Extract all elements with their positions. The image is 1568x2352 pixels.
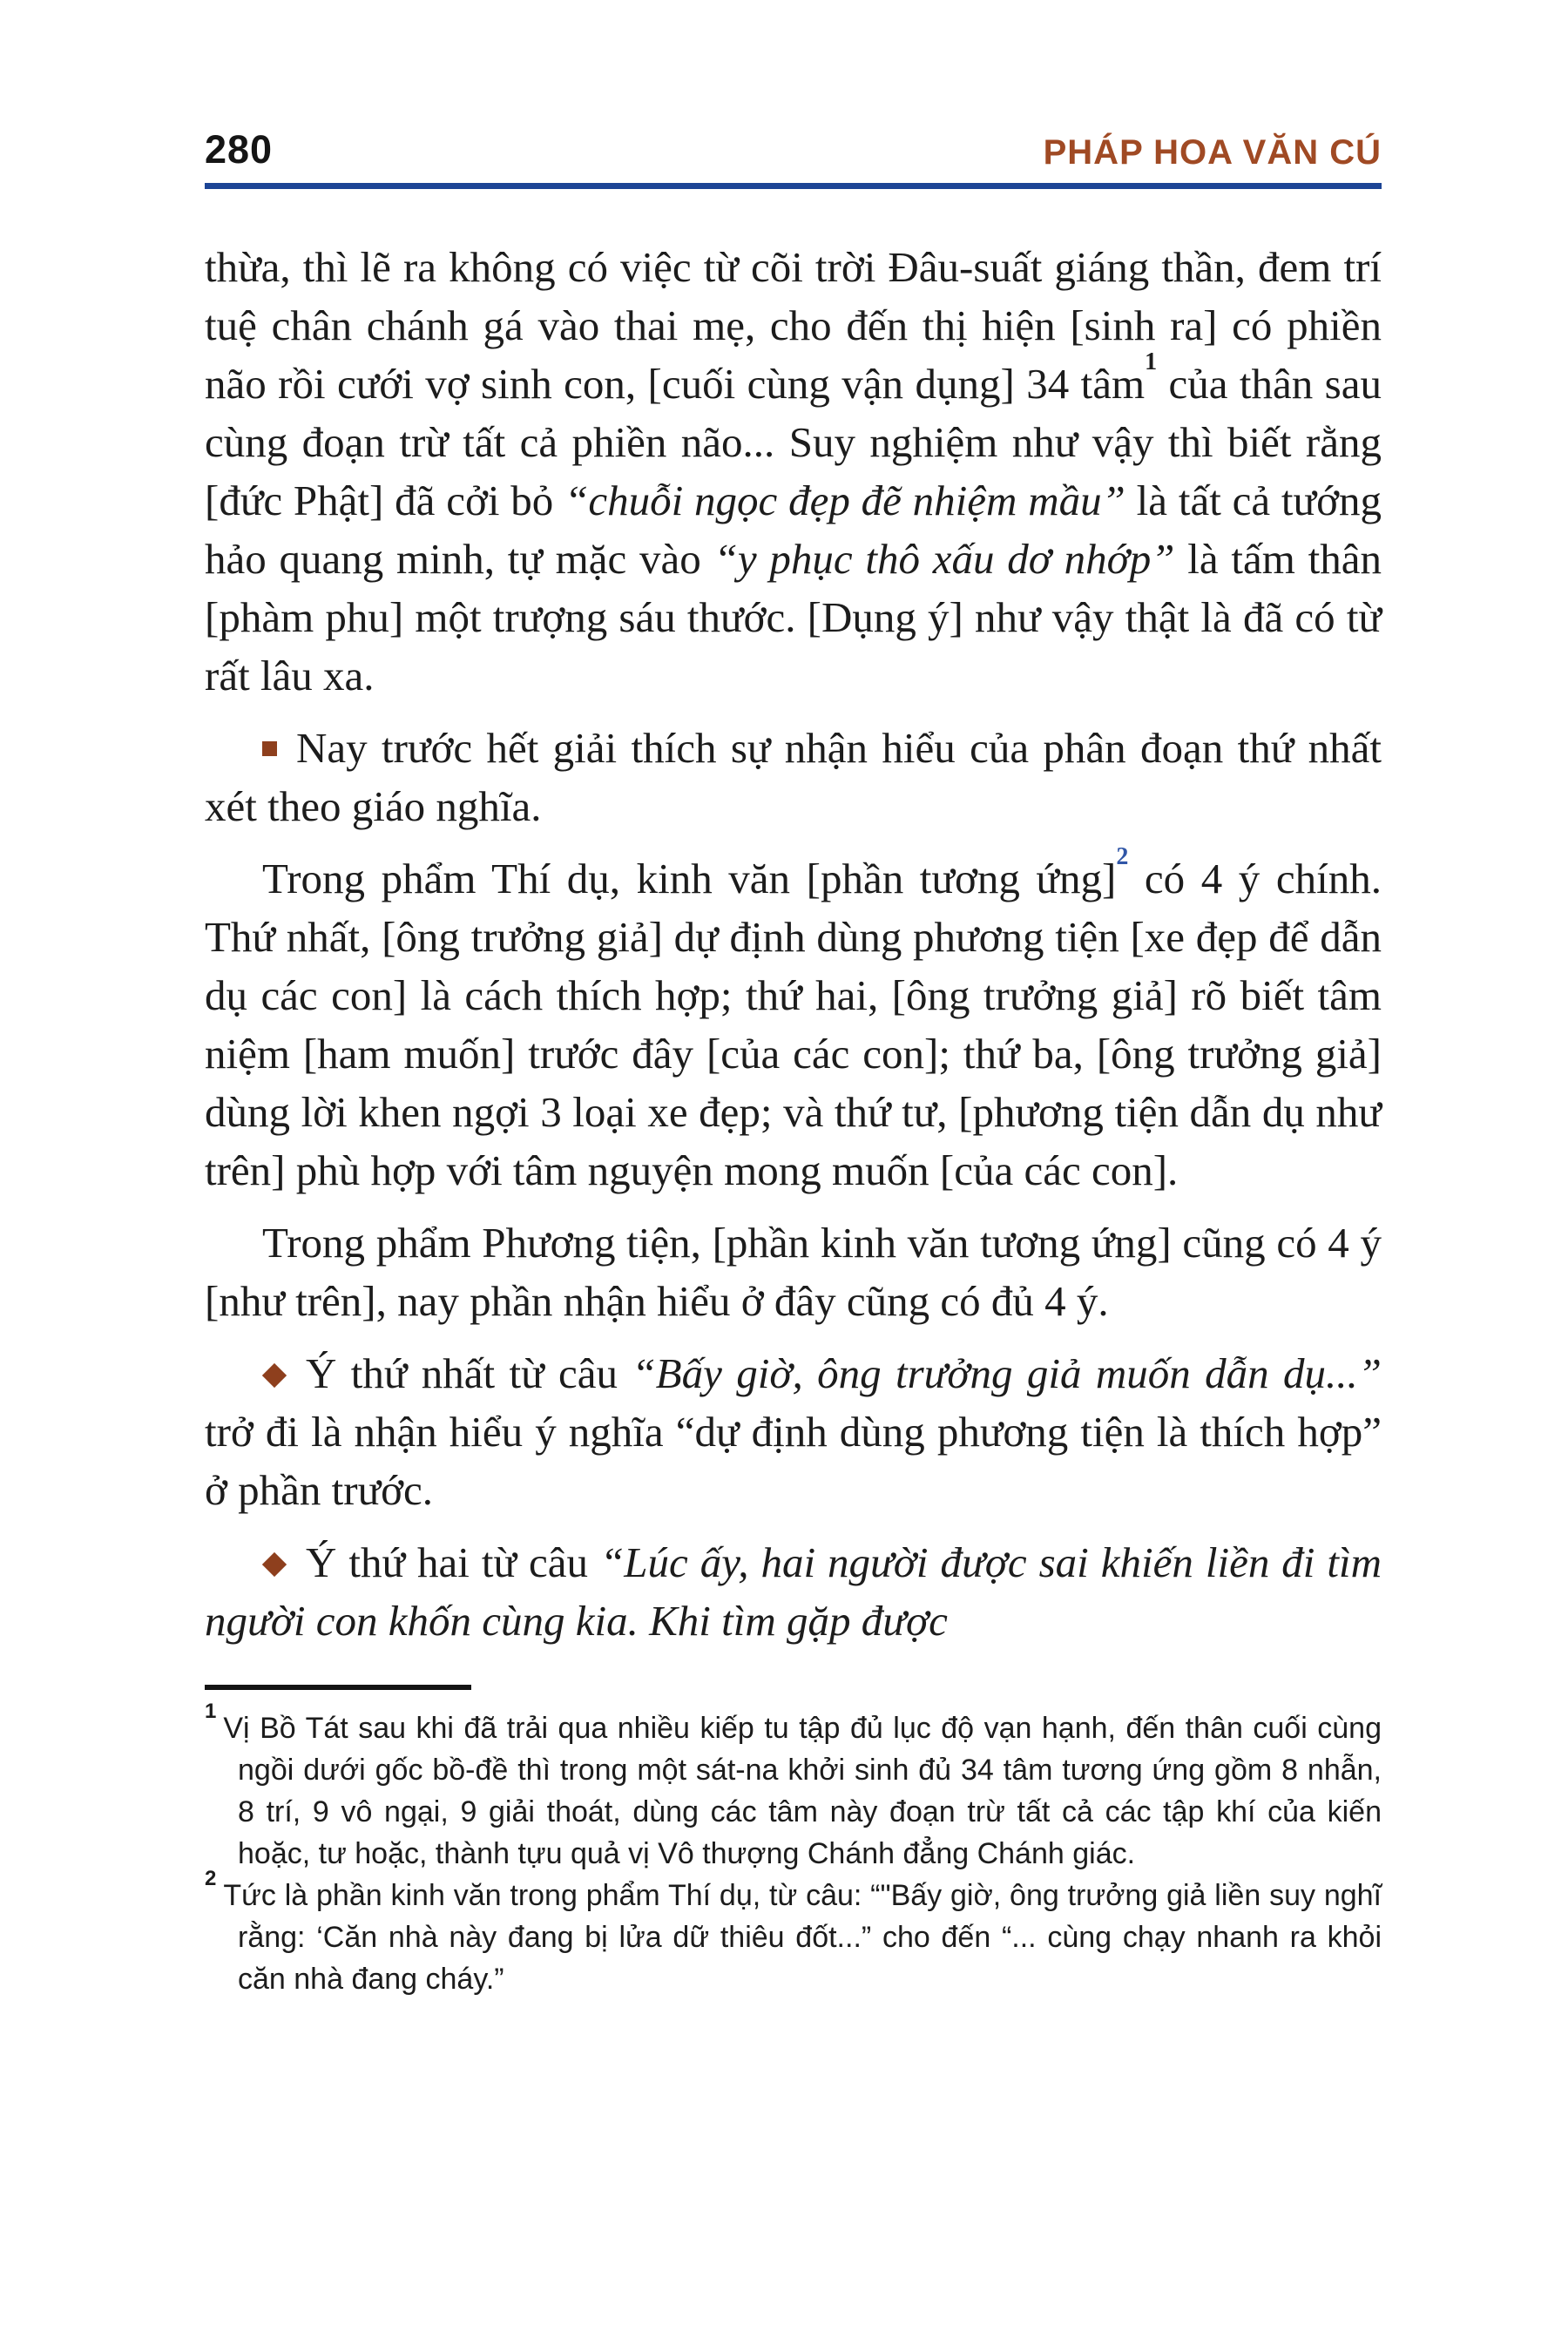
page-number: 280: [205, 127, 274, 172]
footnote-2: [205, 1866, 1382, 2000]
text-run: Ý thứ nhất từ câu: [306, 1349, 632, 1397]
page-content: [205, 0, 1382, 2000]
footnote-1: [205, 1699, 1382, 1875]
paragraph-3: [205, 843, 1382, 1200]
diamond-bullet-icon: [262, 1363, 287, 1388]
diamond-bullet-icon: [262, 1552, 287, 1577]
footnotes-section: [205, 1699, 1382, 2000]
book-title: PHÁP HOA VĂN CÚ: [1043, 133, 1382, 172]
footnote-1-marker: 1: [205, 1699, 217, 1723]
text-run: của thân sau cùng đoạn trừ tất cả phiền não... Suy nghiệm như vậy thì biết rằng [đức Phật] đã cởi bỏ: [205, 360, 1382, 524]
paragraph-4: [205, 1213, 1382, 1330]
footnote-separator: [205, 1685, 471, 1690]
text-run: có 4 ý chính. Thứ nhất, [ông trưởng giả] dự định dùng phương tiện [xe đẹp để dẫn dụ các con] là cách thích hợp; thứ hai, [ông trưởng giả] rõ biết tâm niệm [ham muốn] trước đây [của các con]; thứ ba, [ông trưởng giả] dùng lời khen ngợi 3 loại xe đẹp; và thứ tư, [phương tiện dẫn dụ như trên] phù hợp với tâm nguyện mong muốn [của các con].: [205, 855, 1382, 1194]
paragraph-2: [205, 719, 1382, 835]
footnote-ref-2: 2: [1116, 843, 1129, 871]
paragraph-6: [205, 1533, 1382, 1650]
quoted-phrase: “Bấy giờ, ông trưởng giả muốn dẫn dụ...”: [632, 1349, 1382, 1397]
body-text: [205, 238, 1382, 1650]
footnote-2-text: Tức là phần kinh văn trong phẩm Thí dụ, từ câu: “"Bấy giờ, ông trưởng giả liền suy nghĩ rằng: ‘Căn nhà này đang bị lửa dữ thiêu đốt...” cho đến “... cùng chạy nhanh ra khỏi căn nhà đang cháy.”: [223, 1879, 1382, 1996]
text-run: Nay trước hết giải thích sự nhận hiểu của phân đoạn thứ nhất xét theo giáo nghĩa.: [205, 724, 1382, 830]
quoted-phrase: “chuỗi ngọc đẹp đẽ nhiệm mầu”: [564, 476, 1125, 524]
text-run: Trong phẩm Phương tiện, [phần kinh văn tương ứng] cũng có 4 ý [như trên], nay phần nhận hiểu ở đây cũng có đủ 4 ý.: [205, 1219, 1382, 1325]
page-header: [205, 0, 1382, 183]
footnote-1-text: Vị Bồ Tát sau khi đã trải qua nhiều kiếp tu tập đủ lục độ vạn hạnh, đến thân cuối cùng ngồi dưới gốc bồ-đề thì trong một sát-na khởi sinh đủ 34 tâm tương ứng gồm 8 nhẫn, 8 trí, 9 vô ngại, 9 giải thoát, dùng các tâm này đoạn trừ tất cả các tập khí của kiến hoặc, tư hoặc, thành tựu quả vị Vô thượng Chánh đẳng Chánh giác.: [223, 1712, 1382, 1870]
text-run: Trong phẩm Thí dụ, kinh văn [phần tương ứng]: [262, 855, 1117, 902]
quoted-phrase: “y phục thô xấu dơ nhớp”: [713, 535, 1175, 583]
text-run: Ý thứ hai từ câu: [306, 1538, 600, 1586]
text-run: là tấm thân [phàm phu] một trượng sáu thước. [Dụng ý] như vậy thật là đã có từ rất lâu xa.: [205, 535, 1382, 700]
quoted-phrase: “Lúc ấy, hai người được sai khiến liền đi tìm người con khốn cùng kia. Khi tìm gặp được: [205, 1538, 1382, 1645]
paragraph-1: [205, 238, 1382, 705]
text-run: trở đi là nhận hiểu ý nghĩa “dự định dùng phương tiện là thích hợp” ở phần trước.: [205, 1408, 1382, 1514]
header-rule: [205, 183, 1382, 189]
text-run: thừa, thì lẽ ra không có việc từ cõi trời Đâu-suất giáng thần, đem trí tuệ chân chánh gá vào thai mẹ, cho đến thị hiện [sinh ra] có phiền não rồi cưới vợ sinh con, [cuối cùng vận dụng] 34 tâm: [205, 243, 1382, 408]
footnote-ref-1: 1: [1145, 348, 1158, 376]
footnote-2-marker: 2: [205, 1866, 217, 1890]
square-bullet-icon: [262, 741, 277, 756]
text-run: là tất cả tướng hảo quang minh, tự mặc vào: [205, 476, 1382, 583]
paragraph-5: [205, 1344, 1382, 1519]
